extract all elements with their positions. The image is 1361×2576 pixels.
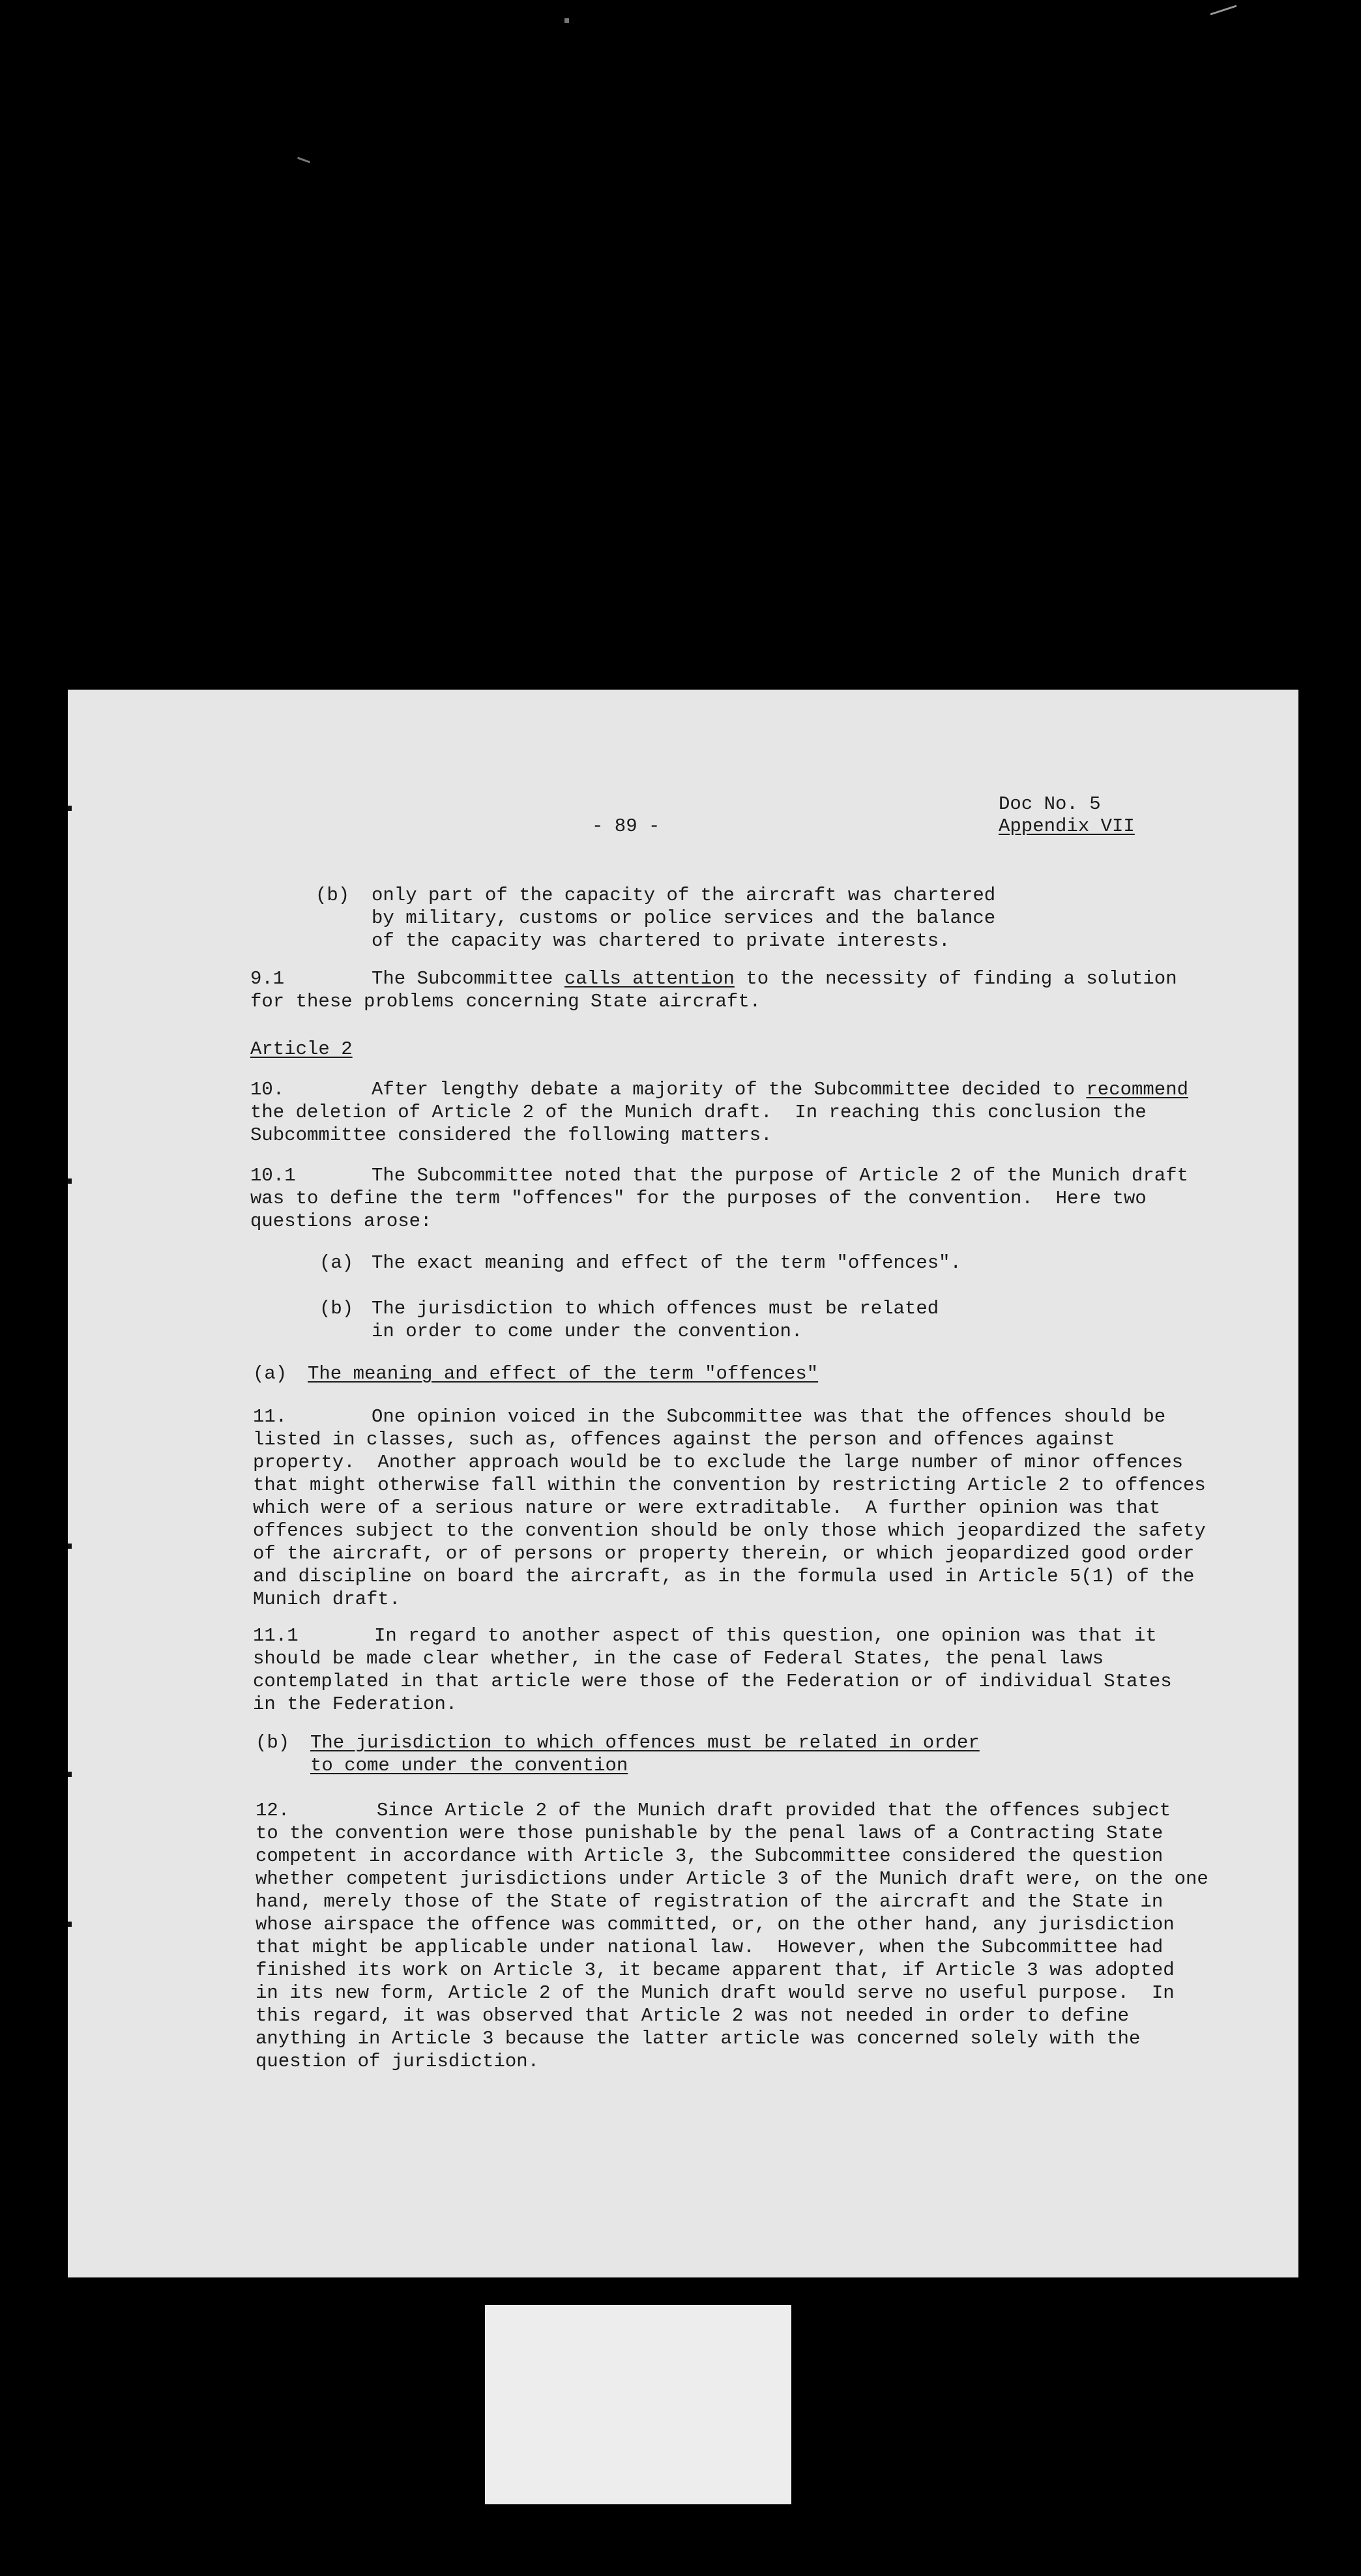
text-line: should be made clear whether, in the case of Federal States, the penal laws <box>253 1648 1104 1669</box>
text-run: After lengthy debate a majority of the Subcommittee decided to <box>372 1079 1087 1100</box>
text-line: Since Article 2 of the Munich draft provided that the offences subject <box>377 1800 1171 1821</box>
text-line: only part of the capacity of the aircraft was chartered <box>372 885 996 906</box>
text-line: of the capacity was chartered to private interests. <box>372 930 950 952</box>
binding-mark <box>68 1544 72 1549</box>
scan-speck <box>1210 5 1237 16</box>
subsection-heading: The jurisdiction to which offences must be related in order <box>310 1732 980 1753</box>
text-line: listed in classes, such as, offences against the person and offences against <box>253 1429 1115 1450</box>
item-label: (a) <box>253 1363 287 1384</box>
text-line: this regard, it was observed that Article 2 was not needed in order to define <box>256 2005 1130 2027</box>
paragraph-number: 11.1 <box>253 1625 299 1647</box>
text-line: by military, customs or police services and the balance <box>372 907 996 929</box>
text-line: property. Another approach would be to exclude the large number of minor offences <box>253 1452 1184 1473</box>
subsection-heading: The meaning and effect of the term "offences" <box>308 1363 819 1384</box>
text-line: In regard to another aspect of this question, one opinion was that it <box>374 1625 1157 1647</box>
text-line <box>372 967 1177 990</box>
text-run: to the necessity of finding a solution <box>734 968 1177 989</box>
paragraph-number: 10.1 <box>250 1165 296 1186</box>
item-label: (b) <box>256 1732 290 1753</box>
appendix-label: Appendix VII <box>999 815 1135 837</box>
binding-mark <box>68 806 72 811</box>
text-line: in its new form, Article 2 of the Munich draft would serve no useful purpose. In <box>256 1982 1175 2004</box>
text-line: offences subject to the convention should be only those which jeopardized the safety <box>253 1520 1206 1542</box>
document-page <box>68 690 1298 2277</box>
text-line: to the convention were those punishable by the penal laws of a Contracting State <box>256 1822 1163 1844</box>
text-line: question of jurisdiction. <box>256 2051 540 2072</box>
text-line: whose airspace the offence was committed, or, on the other hand, any jurisdiction <box>256 1914 1175 1935</box>
binding-mark <box>68 1772 72 1777</box>
item-label: (b) <box>315 885 350 906</box>
text-line: in the Federation. <box>253 1693 458 1715</box>
text-line <box>372 1078 1188 1101</box>
blank-target-card <box>485 2305 791 2504</box>
scan-speck <box>297 157 310 164</box>
emphasis-text: recommend <box>1086 1079 1189 1100</box>
text-line: for these problems concerning State aircraft. <box>250 991 761 1012</box>
text-line: in order to come under the convention. <box>372 1321 803 1342</box>
text-line: whether competent jurisdictions under Article 3 of the Munich draft were, on the one <box>256 1868 1208 1890</box>
binding-mark <box>68 1178 72 1184</box>
item-label: (b) <box>319 1298 354 1319</box>
text-line: Subcommittee considered the following matters. <box>250 1124 772 1146</box>
text-line: the deletion of Article 2 of the Munich draft. In reaching this conclusion the <box>250 1102 1147 1123</box>
text-line: was to define the term "offences" for the purposes of the convention. Here two <box>250 1188 1147 1209</box>
text-run: The Subcommittee <box>372 968 564 989</box>
text-line: The Subcommittee noted that the purpose of Article 2 of the Munich draft <box>372 1165 1189 1186</box>
text-line: One opinion voiced in the Subcommittee was that the offences should be <box>372 1406 1166 1427</box>
text-line: hand, merely those of the State of registration of the aircraft and the State in <box>256 1891 1163 1912</box>
paragraph-number: 9.1 <box>250 968 285 989</box>
paragraph-number: 11. <box>253 1406 287 1427</box>
binding-mark <box>68 1922 72 1927</box>
emphasis-text: calls attention <box>564 968 735 989</box>
scan-speck <box>564 18 569 23</box>
paragraph-number: 10. <box>250 1079 285 1100</box>
item-label: (a) <box>319 1252 354 1274</box>
text-line: Munich draft. <box>253 1588 401 1610</box>
text-line: competent in accordance with Article 3, the Subcommittee considered the question <box>256 1845 1163 1867</box>
page-number: - 89 - <box>592 815 660 837</box>
text-line: that might be applicable under national law. However, when the Subcommittee had <box>256 1937 1163 1958</box>
text-line: The jurisdiction to which offences must be related <box>372 1298 939 1319</box>
text-line: that might otherwise fall within the convention by restricting Article 2 to offences <box>253 1474 1206 1496</box>
text-line: The exact meaning and effect of the term "offences". <box>372 1252 961 1274</box>
text-line: finished its work on Article 3, it became apparent that, if Article 3 was adopted <box>256 1959 1175 1981</box>
text-line: anything in Article 3 because the latter article was concerned solely with the <box>256 2028 1141 2049</box>
subsection-heading: to come under the convention <box>310 1755 628 1776</box>
text-line: which were of a serious nature or were extraditable. A further opinion was that <box>253 1497 1161 1519</box>
paragraph-number: 12. <box>256 1800 290 1821</box>
text-line: questions arose: <box>250 1210 432 1232</box>
section-heading: Article 2 <box>250 1038 353 1060</box>
text-line: and discipline on board the aircraft, as in the formula used in Article 5(1) of the <box>253 1566 1195 1587</box>
doc-number: Doc No. 5 <box>999 793 1101 815</box>
text-line: contemplated in that article were those of the Federation or of individual States <box>253 1671 1172 1692</box>
text-line: of the aircraft, or of persons or property therein, or which jeopardized good order <box>253 1543 1195 1564</box>
